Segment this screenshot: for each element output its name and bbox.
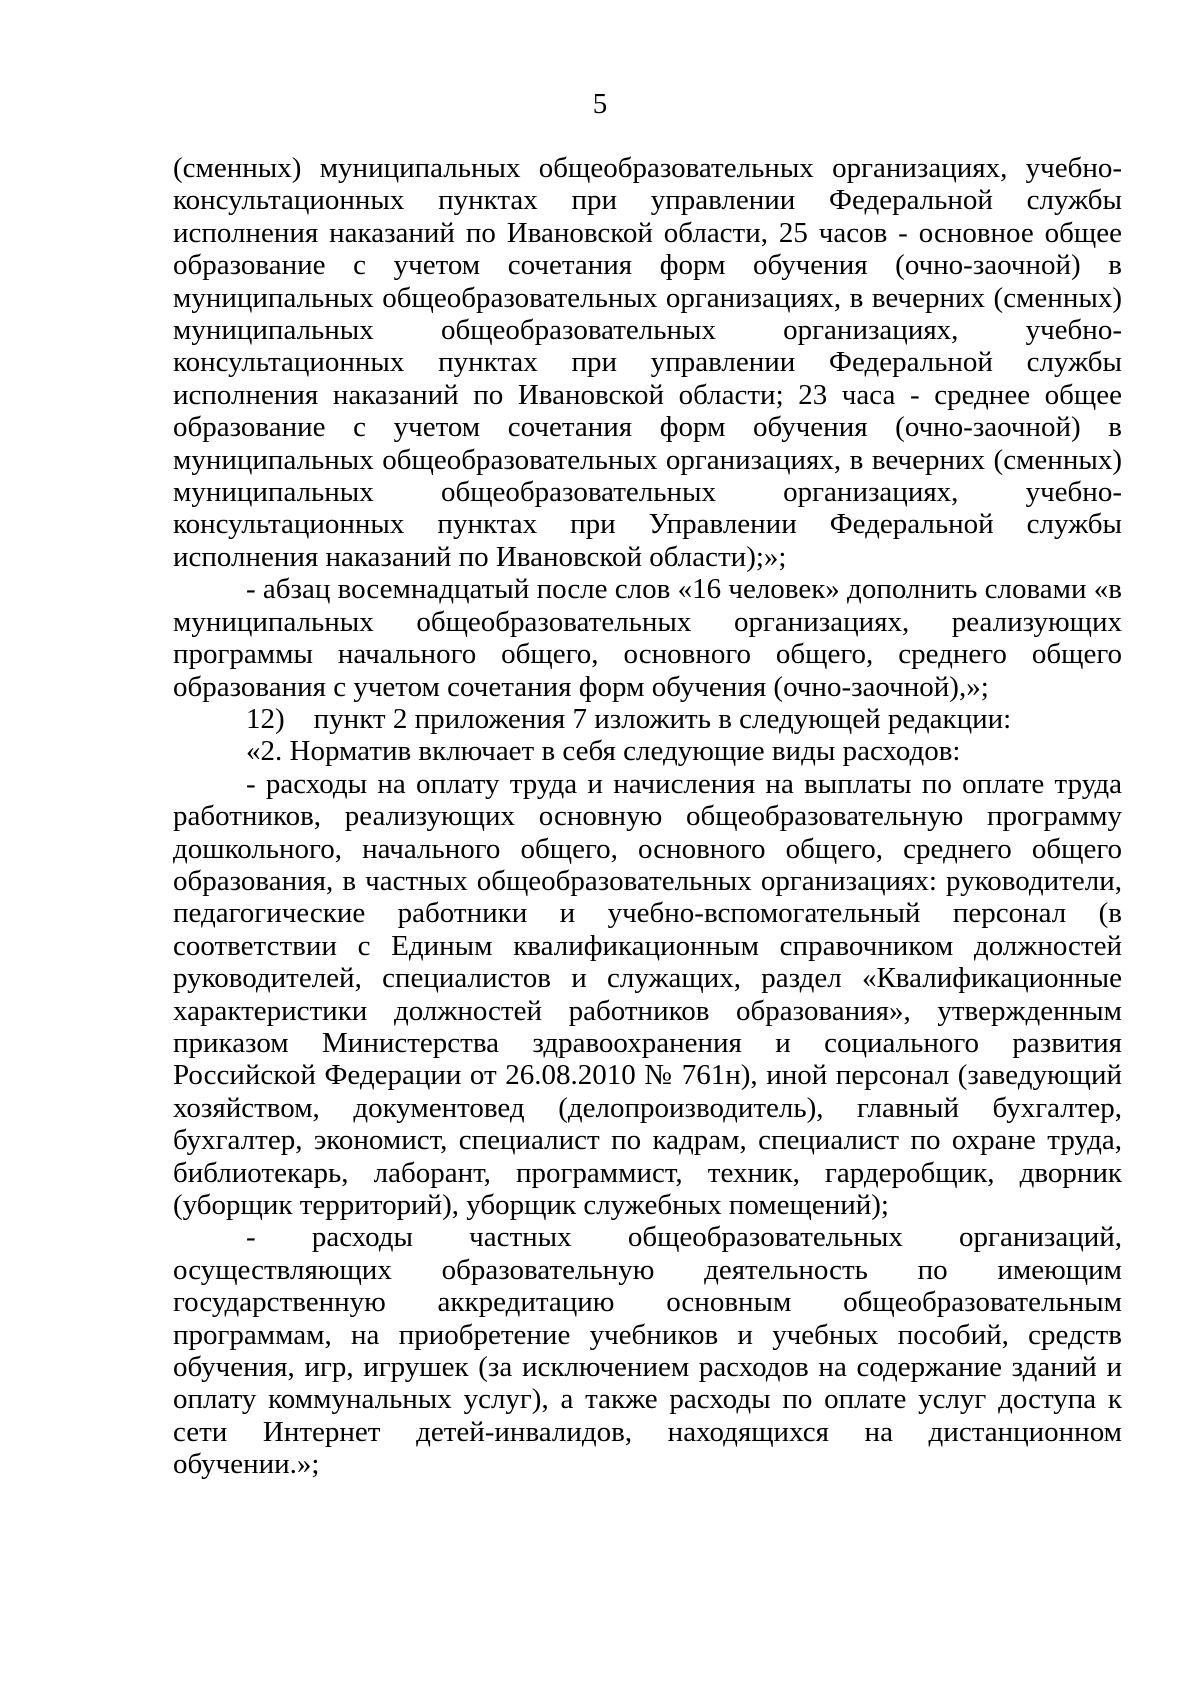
paragraph-materials-expenses: - расходы частных общеобразовательных организаций, осуществляющих образовательную деятельность по имеющим государственную аккредитацию основным общеобразовательным программам, на приобретение учебников и учебных пособий, средств обучения, игр, игрушек (за исключением расходов на содержание зданий и оплату коммунальных услуг), а также расходы по оплате услуг доступа к сети Интернет детей-инвалидов, находящихся на дистанционном обучении.»; [173, 1221, 1122, 1481]
paragraph-labor-expenses: - расходы на оплату труда и начисления на выплаты по оплате труда работников, реализующих основную общеобразовательную программу дошкольного, начального общего, основного общего, среднего общего образования, в частных общеобразовательных организациях: руководители, педагогические работники и учебно-вспомогательный персонал (в соответствии с Единым квалификационным справочником должностей руководителей, специалистов и служащих, раздел «Квалификационные характеристики должностей работников образования», утвержденным приказом Министерства здравоохранения и социального развития Российской Федерации от 26.08.2010 № 761н), иной персонал (заведующий хозяйством, документовед (делопроизводитель), главный бухгалтер, бухгалтер, экономист, специалист по кадрам, специалист по охране труда, библиотекарь, лаборант, программист, техник, гардеробщик, дворник (уборщик территорий), уборщик служебных помещений); [173, 767, 1122, 1221]
paragraph-continuation: (сменных) муниципальных общеобразовательных организациях, учебно-консультационных пунктах при управлении Федеральной службы исполнения наказаний по Ивановской области, 25 часов - основное общее образование с учетом сочетания форм обучения (очно-заочной) в муниципальных общеобразовательных организациях, в вечерних (сменных) муниципальных общеобразовательных организациях, учебно-консультационных пунктах при управлении Федеральной службы исполнения наказаний по Ивановской области; 23 часа - среднее общее образование с учетом сочетания форм обучения (очно-заочной) в муниципальных общеобразовательных организациях, в вечерних (сменных) муниципальных общеобразовательных организациях, учебно-консультационных пунктах при Управлении Федеральной службы исполнения наказаний по Ивановской области);»; [173, 152, 1122, 573]
page-number: 5 [592, 88, 608, 120]
document-body [173, 152, 1122, 1481]
paragraph-eighteenth-clause-amendment: - абзац восемнадцатый после слов «16 человек» дополнить словами «в муниципальных общеобразовательных организациях, реализующих программы начального общего, основного общего, среднего общего образования с учетом сочетания форм обучения (очно-заочной),»; [173, 573, 1122, 703]
paragraph-clause-2-heading: «2. Норматив включает в себя следующие виды расходов: [246, 735, 961, 768]
paragraph-item-12: 12) пункт 2 приложения 7 изложить в следующей редакции: [246, 702, 1012, 735]
